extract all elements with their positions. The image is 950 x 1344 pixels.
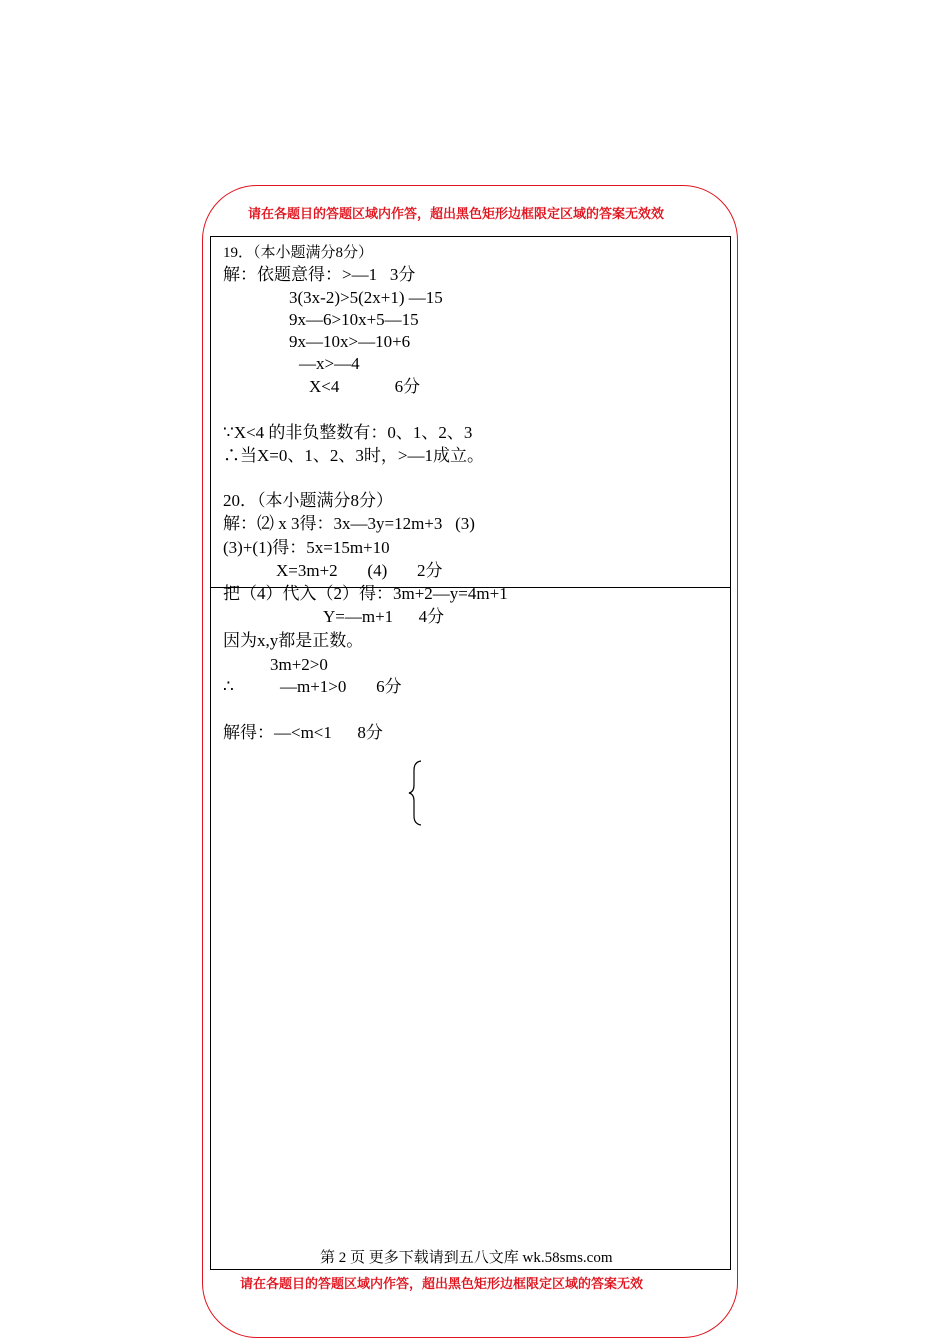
q20-line: 解：⑵ x 3得：3x—3y=12m+3 (3) [223,514,475,533]
q20-therefore: ∴ [223,677,234,696]
q19-line: X<4 6分 [309,377,421,396]
q20-line: 因为x,y都是正数。 [223,631,364,650]
q19-line: 解：依题意得：>—1 3分 [223,265,416,284]
q20-line: Y=—m+1 4分 [323,607,445,626]
q20-title: 20．（本小题满分8分） [223,491,393,510]
q20-line: 把（4）代入（2）得：3m+2—y=4m+1 [223,584,508,603]
q19-line: —x>—4 [299,354,360,373]
answer-area-notice-top: 请在各题目的答题区域内作答，超出黑色矩形边框限定区域的答案无效效 [248,207,665,222]
q20-line: —m+1>0 6分 [280,677,402,696]
q20-line: 3m+2>0 [270,655,328,674]
q20-line: (3)+(1)得：5x=15m+10 [223,538,390,557]
answer-area-notice-bottom: 请在各题目的答题区域内作答，超出黑色矩形边框限定区域的答案无效 [240,1277,644,1292]
q19-line: 9x—10x>—10+6 [289,332,411,351]
q19-line: 9x—6>10x+5—15 [289,310,419,329]
answer-box-frame [210,236,731,1270]
q20-line: 解得：—<m<1 8分 [223,723,383,742]
q19-title: 19．（本小题满分8分） [223,245,374,261]
curly-brace-icon [408,760,424,826]
q20-line: X=3m+2 (4) 2分 [276,561,443,580]
q19-line: 3(3x-2)>5(2x+1) —15 [289,288,443,307]
q19-line: ∴当X=0、1、2、3时，>—1成立。 [223,446,484,465]
page-footer: 第 2 页 更多下载请到五八文库 wk.58sms.com [320,1250,613,1266]
q19-line: ∵X<4 的非负整数有：0、1、2、3 [223,423,473,442]
